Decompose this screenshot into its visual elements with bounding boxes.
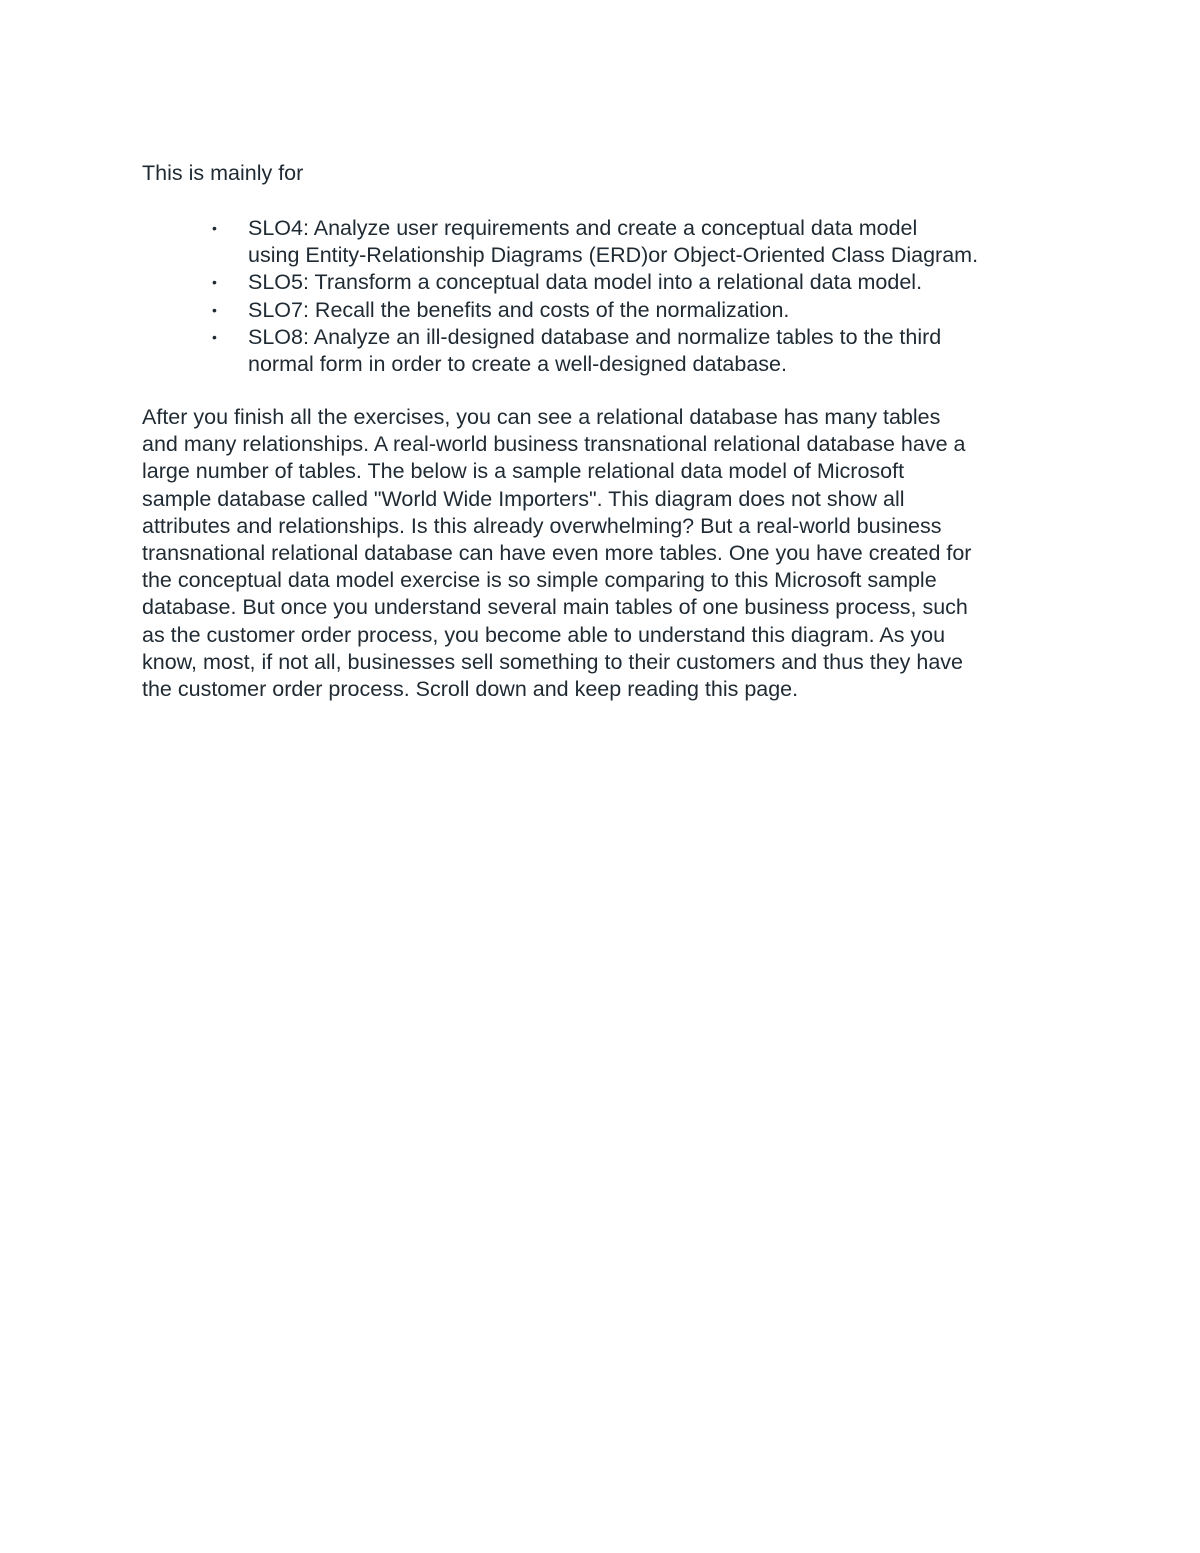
paragraph-line: the conceptual data model exercise is so simple comparing to this Microsoft sample <box>142 568 937 593</box>
paragraph-line: the customer order process. Scroll down and keep reading this page. <box>142 677 799 702</box>
body-paragraph <box>142 404 971 703</box>
bullet-icon: • <box>212 220 217 236</box>
paragraph-line: transnational relational database can have even more tables. One you have created for <box>142 541 972 566</box>
bullet-icon: • <box>212 328 217 345</box>
paragraph-line: and many relationships. A real-world business transnational relational database have a <box>142 432 966 457</box>
objective-line: SLO5: Transform a conceptual data model into a relational data model. <box>248 270 923 295</box>
list-item <box>0 215 978 269</box>
objectives-list <box>0 215 978 378</box>
list-item <box>0 324 978 378</box>
intro-text: This is mainly for <box>142 161 304 185</box>
list-item <box>0 269 978 296</box>
paragraph-line: After you finish all the exercises, you can see a relational database has many tables <box>142 405 941 429</box>
objective-line: normal form in order to create a well-designed database. <box>248 352 787 377</box>
objective-line: using Entity-Relationship Diagrams (ERD)or Object-Oriented Class Diagram. <box>248 243 979 268</box>
paragraph-line: know, most, if not all, businesses sell something to their customers and thus they have <box>142 649 963 674</box>
paragraph-line: as the customer order process, you become able to understand this diagram. As you <box>142 622 946 647</box>
bullet-icon: • <box>212 274 217 291</box>
paragraph-line: attributes and relationships. Is this already overwhelming? But a real-world business <box>142 513 942 538</box>
objective-line: SLO8: Analyze an ill-designed database and normalize tables to the third <box>248 324 942 349</box>
list-item <box>0 297 978 324</box>
paragraph-line: sample database called "World Wide Importers". This diagram does not show all <box>142 486 905 511</box>
objective-line: SLO7: Recall the benefits and costs of the normalization. <box>248 297 790 322</box>
paragraph-line: database. But once you understand several main tables of one business process, such <box>142 595 968 620</box>
bullet-icon: • <box>212 301 217 318</box>
paragraph-line: large number of tables. The below is a sample relational data model of Microsoft <box>142 459 905 484</box>
objective-line: SLO4: Analyze user requirements and create a conceptual data model <box>248 216 918 240</box>
